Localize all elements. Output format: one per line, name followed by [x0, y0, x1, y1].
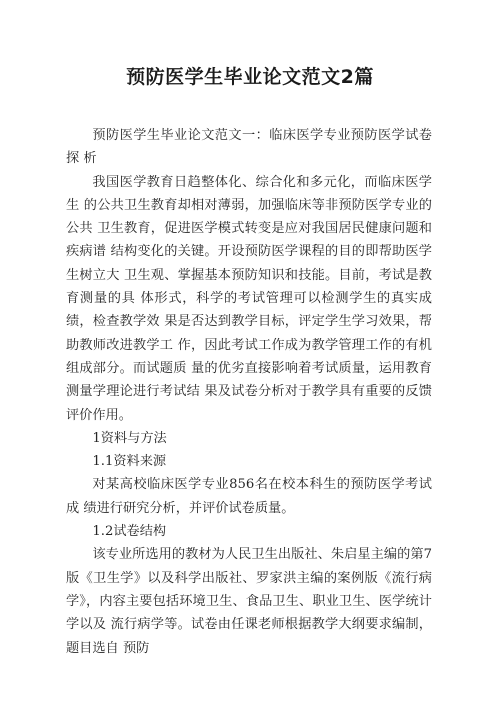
document-body — [66, 124, 432, 660]
document-title: 预防医学生毕业论文范文2篇 — [126, 66, 374, 88]
paragraph-introduction: 我国医学教育日趋整体化、综合化和多元化，而临床医学生 的公共卫生教育却相对薄弱，加强临床等非预防医学专业的公共 卫生教育，促进医学模式转变是应对我国居民健康问题和疾病谱 结构变化的关键。开设预防医学课程的目的即帮助医学生树立大 卫生观、掌握基本预防知识和技能。目前，考试是教育测量的具 体形式，科学的考试管理可以检测学生的真实成绩，检查教学效 果是否达到教学目标，评定学生学习效果，帮助教师改进教学工 作，因此考试工作成为教学管理工作的有机组成部分。而试题质 量的优劣直接影响着考试质量，运用教育测量学理论进行考试结 果及试卷分析对于教学具有重要的反馈评价作用。 — [66, 174, 432, 423]
paragraph-paper-structure: 该专业所选用的教材为人民卫生出版社、朱启星主编的第7 版《卫生学》以及科学出版社、罗家洪主编的案例版《流行病学》，内容主要包括环境卫生、食品卫生、职业卫生、医学统计学以及 流行病学等。试卷由任课老师根据教学大纲要求编制，题目选自 预防 — [66, 547, 432, 656]
section-heading-paper-structure: 1.2试卷结构 — [92, 524, 167, 540]
paragraph-data-source: 对某高校临床医学专业856名在校本科生的预防医学考试成 绩进行研究分析，并评价试卷质量。 — [66, 477, 432, 516]
paragraph-heading-intro: 预防医学生毕业论文范文一：临床医学专业预防医学试卷探 析 — [66, 128, 432, 167]
section-heading-materials-methods: 1资料与方法 — [92, 430, 167, 446]
section-heading-data-source: 1.1资料来源 — [92, 454, 167, 470]
